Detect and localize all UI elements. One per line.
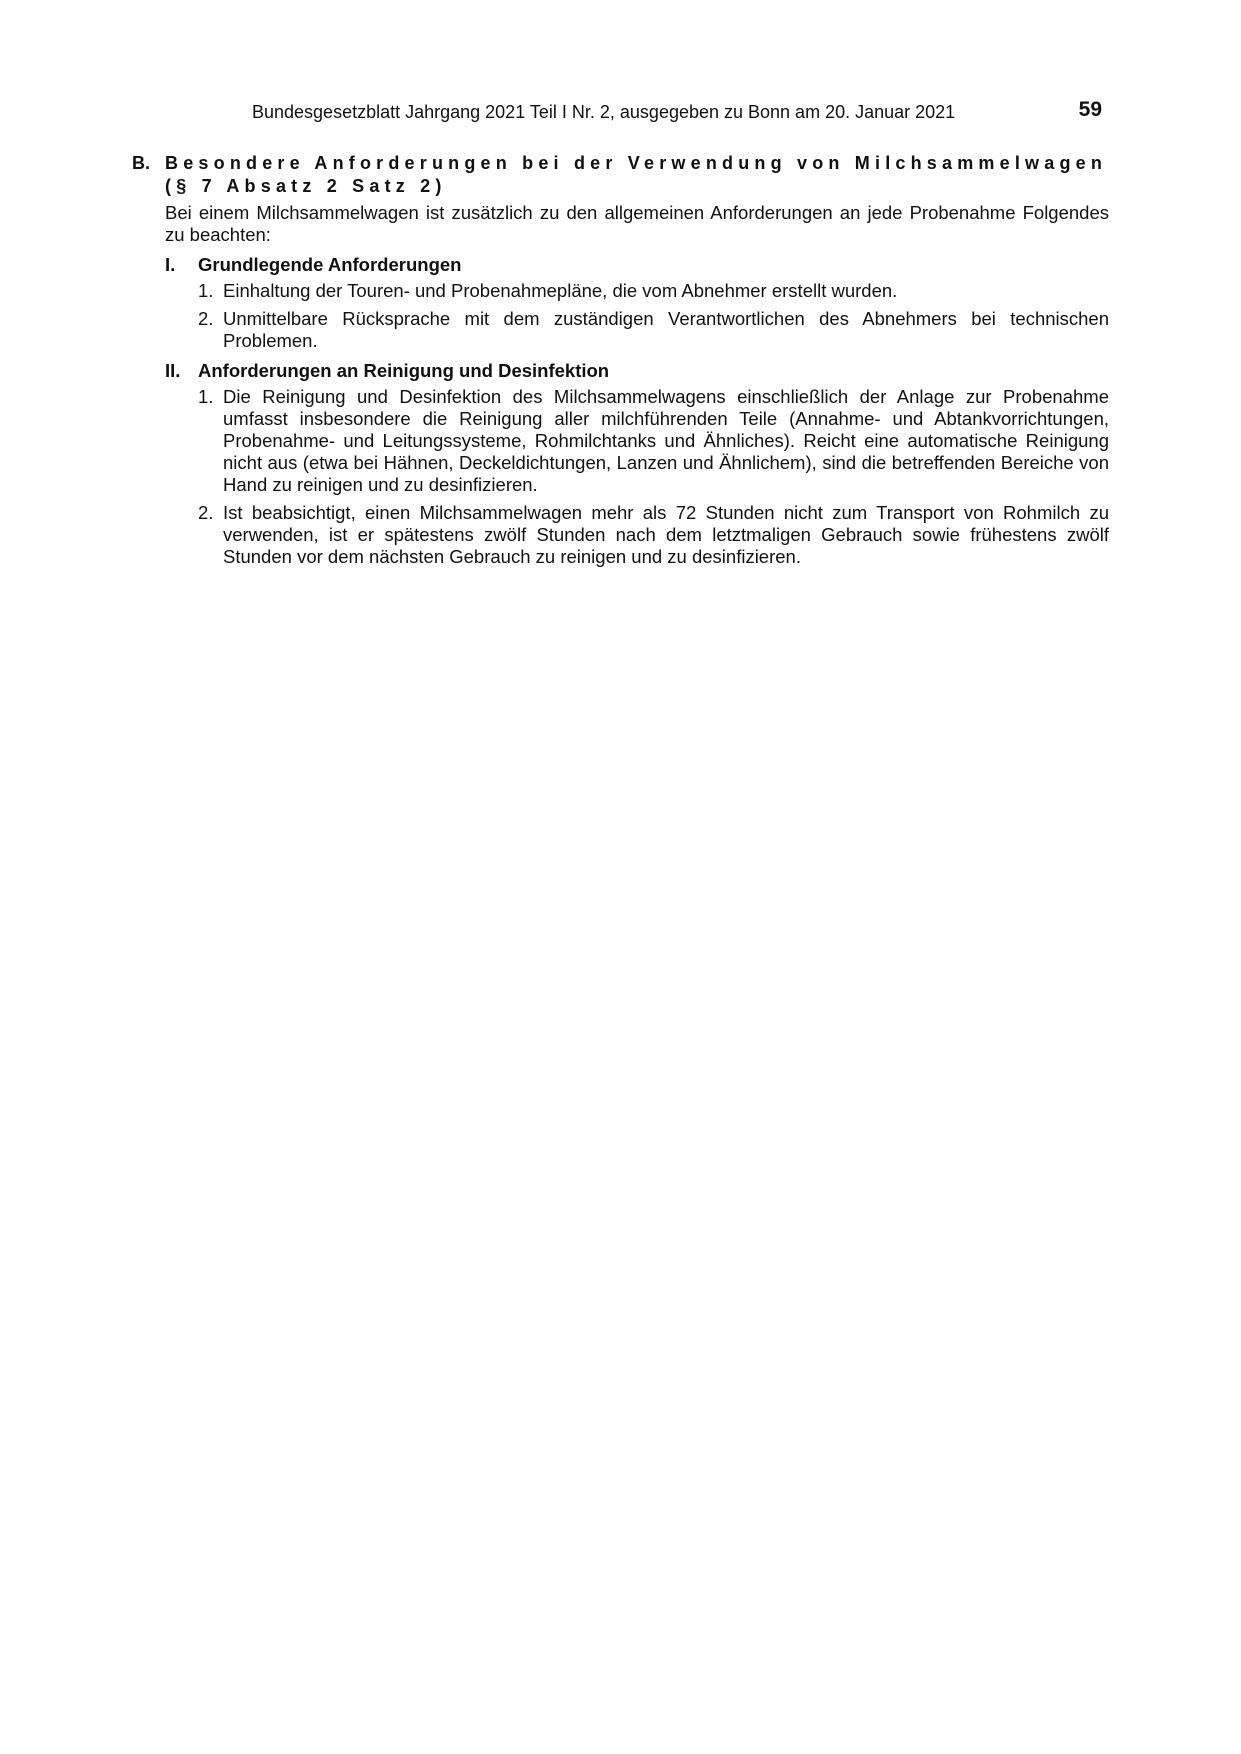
item-text: Ist beabsichtigt, einen Milchsammelwagen mehr als 72 Stunden nicht zum Transport von Rohmilch zu verwenden, ist er spätestens zwölf Stunden nach dem letztmaligen Gebrauch sowie frühestens zwölf Stunden vor dem nächsten Gebrauch zu reinigen und zu desinfizieren. [223,502,1109,567]
item-text: Einhaltung der Touren- und Probenahmepläne, die vom Abnehmer erstellt wurden. [223,280,898,301]
subsection-numeral: I. [165,254,176,275]
section-intro: Bei einem Milchsammelwagen ist zusätzlich zu den allgemeinen Anforderungen an jede Probenahme Folgendes zu beachten: [165,202,1109,245]
list-item [198,502,1109,568]
subsection-title: Anforderungen an Reinigung und Desinfektion [198,360,610,381]
item-number: 1. [198,386,214,407]
running-title: Bundesgesetzblatt Jahrgang 2021 Teil I Nr. 2, ausgegeben zu Bonn am 20. Januar 2021 [252,102,956,122]
section-title: Besondere Anforderungen bei der Verwendung von Milchsammelwagen (§ 7 Absatz 2 Satz 2) [165,153,1108,196]
item-text: Die Reinigung und Desinfektion des Milchsammelwagens einschließlich der Anlage zur Probenahme umfasst insbesondere die Reinigung aller milchführenden Teile (Annahme- und Abtankvorrichtungen, Probenahme- und Leitungssysteme, Rohmilchtanks und Ähnliches). Reicht eine automatische Reinigung nicht aus (etwa bei Hähnen, Deckeldichtungen, Lanzen und Ähnlichem), sind die betreffenden Bereiche von Hand zu reinigen und zu desinfizieren. [223,386,1109,495]
item-text: Unmittelbare Rücksprache mit dem zuständigen Verantwortlichen des Abnehmers bei technischen Problemen. [223,308,1109,351]
item-number: 1. [198,280,214,301]
section-letter: B. [132,153,150,173]
item-number: 2. [198,502,214,523]
list-item [198,280,1109,302]
subsection-heading-i [165,254,1109,276]
page-number: 59 [1078,98,1102,121]
subsection-i-list [198,280,1109,352]
running-head [240,100,1100,124]
subsection-title: Grundlegende Anforderungen [198,254,462,275]
list-item [198,386,1109,496]
item-number: 2. [198,308,214,329]
subsection-numeral: II. [165,360,181,381]
subsection-ii-list [198,386,1109,568]
subsection-heading-ii [165,360,1109,382]
section-heading [132,152,1109,198]
list-item [198,308,1109,352]
section-b [132,152,1109,574]
